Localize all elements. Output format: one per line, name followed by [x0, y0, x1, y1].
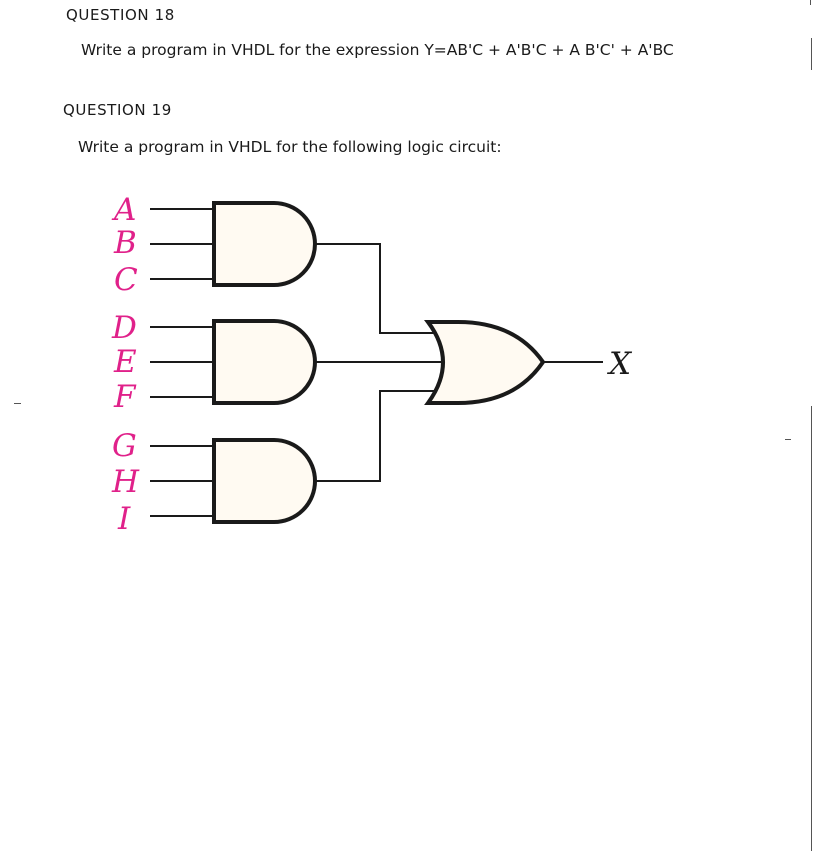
- question-18-heading: QUESTION 18: [66, 6, 175, 24]
- input-label-f: F: [114, 379, 136, 415]
- gate-connection-wires: [315, 244, 446, 481]
- input-label-d: D: [112, 310, 137, 346]
- input-label-g: G: [112, 428, 137, 464]
- and-gate-1: [214, 203, 315, 285]
- or-gate: [428, 322, 543, 403]
- wire-and3-to-or: [315, 391, 434, 481]
- input-label-b: B: [114, 225, 137, 261]
- question-18-text: Write a program in VHDL for the expression Y=AB'C + A'B'C + A B'C' + A'BC: [81, 41, 674, 59]
- wire-and1-to-or: [315, 244, 434, 333]
- question-19-heading: QUESTION 19: [63, 101, 172, 119]
- output-label-x: X: [609, 346, 632, 382]
- and-gate-3: [214, 440, 315, 522]
- input-label-e: E: [114, 344, 137, 380]
- and-gate-2: [214, 321, 315, 403]
- input-label-i: I: [118, 501, 131, 537]
- input-label-c: C: [114, 262, 138, 298]
- input-label-a: A: [114, 192, 137, 228]
- question-19-text: Write a program in VHDL for the following logic circuit:: [78, 138, 502, 156]
- input-label-h: H: [112, 464, 140, 500]
- input-wires: [150, 209, 214, 516]
